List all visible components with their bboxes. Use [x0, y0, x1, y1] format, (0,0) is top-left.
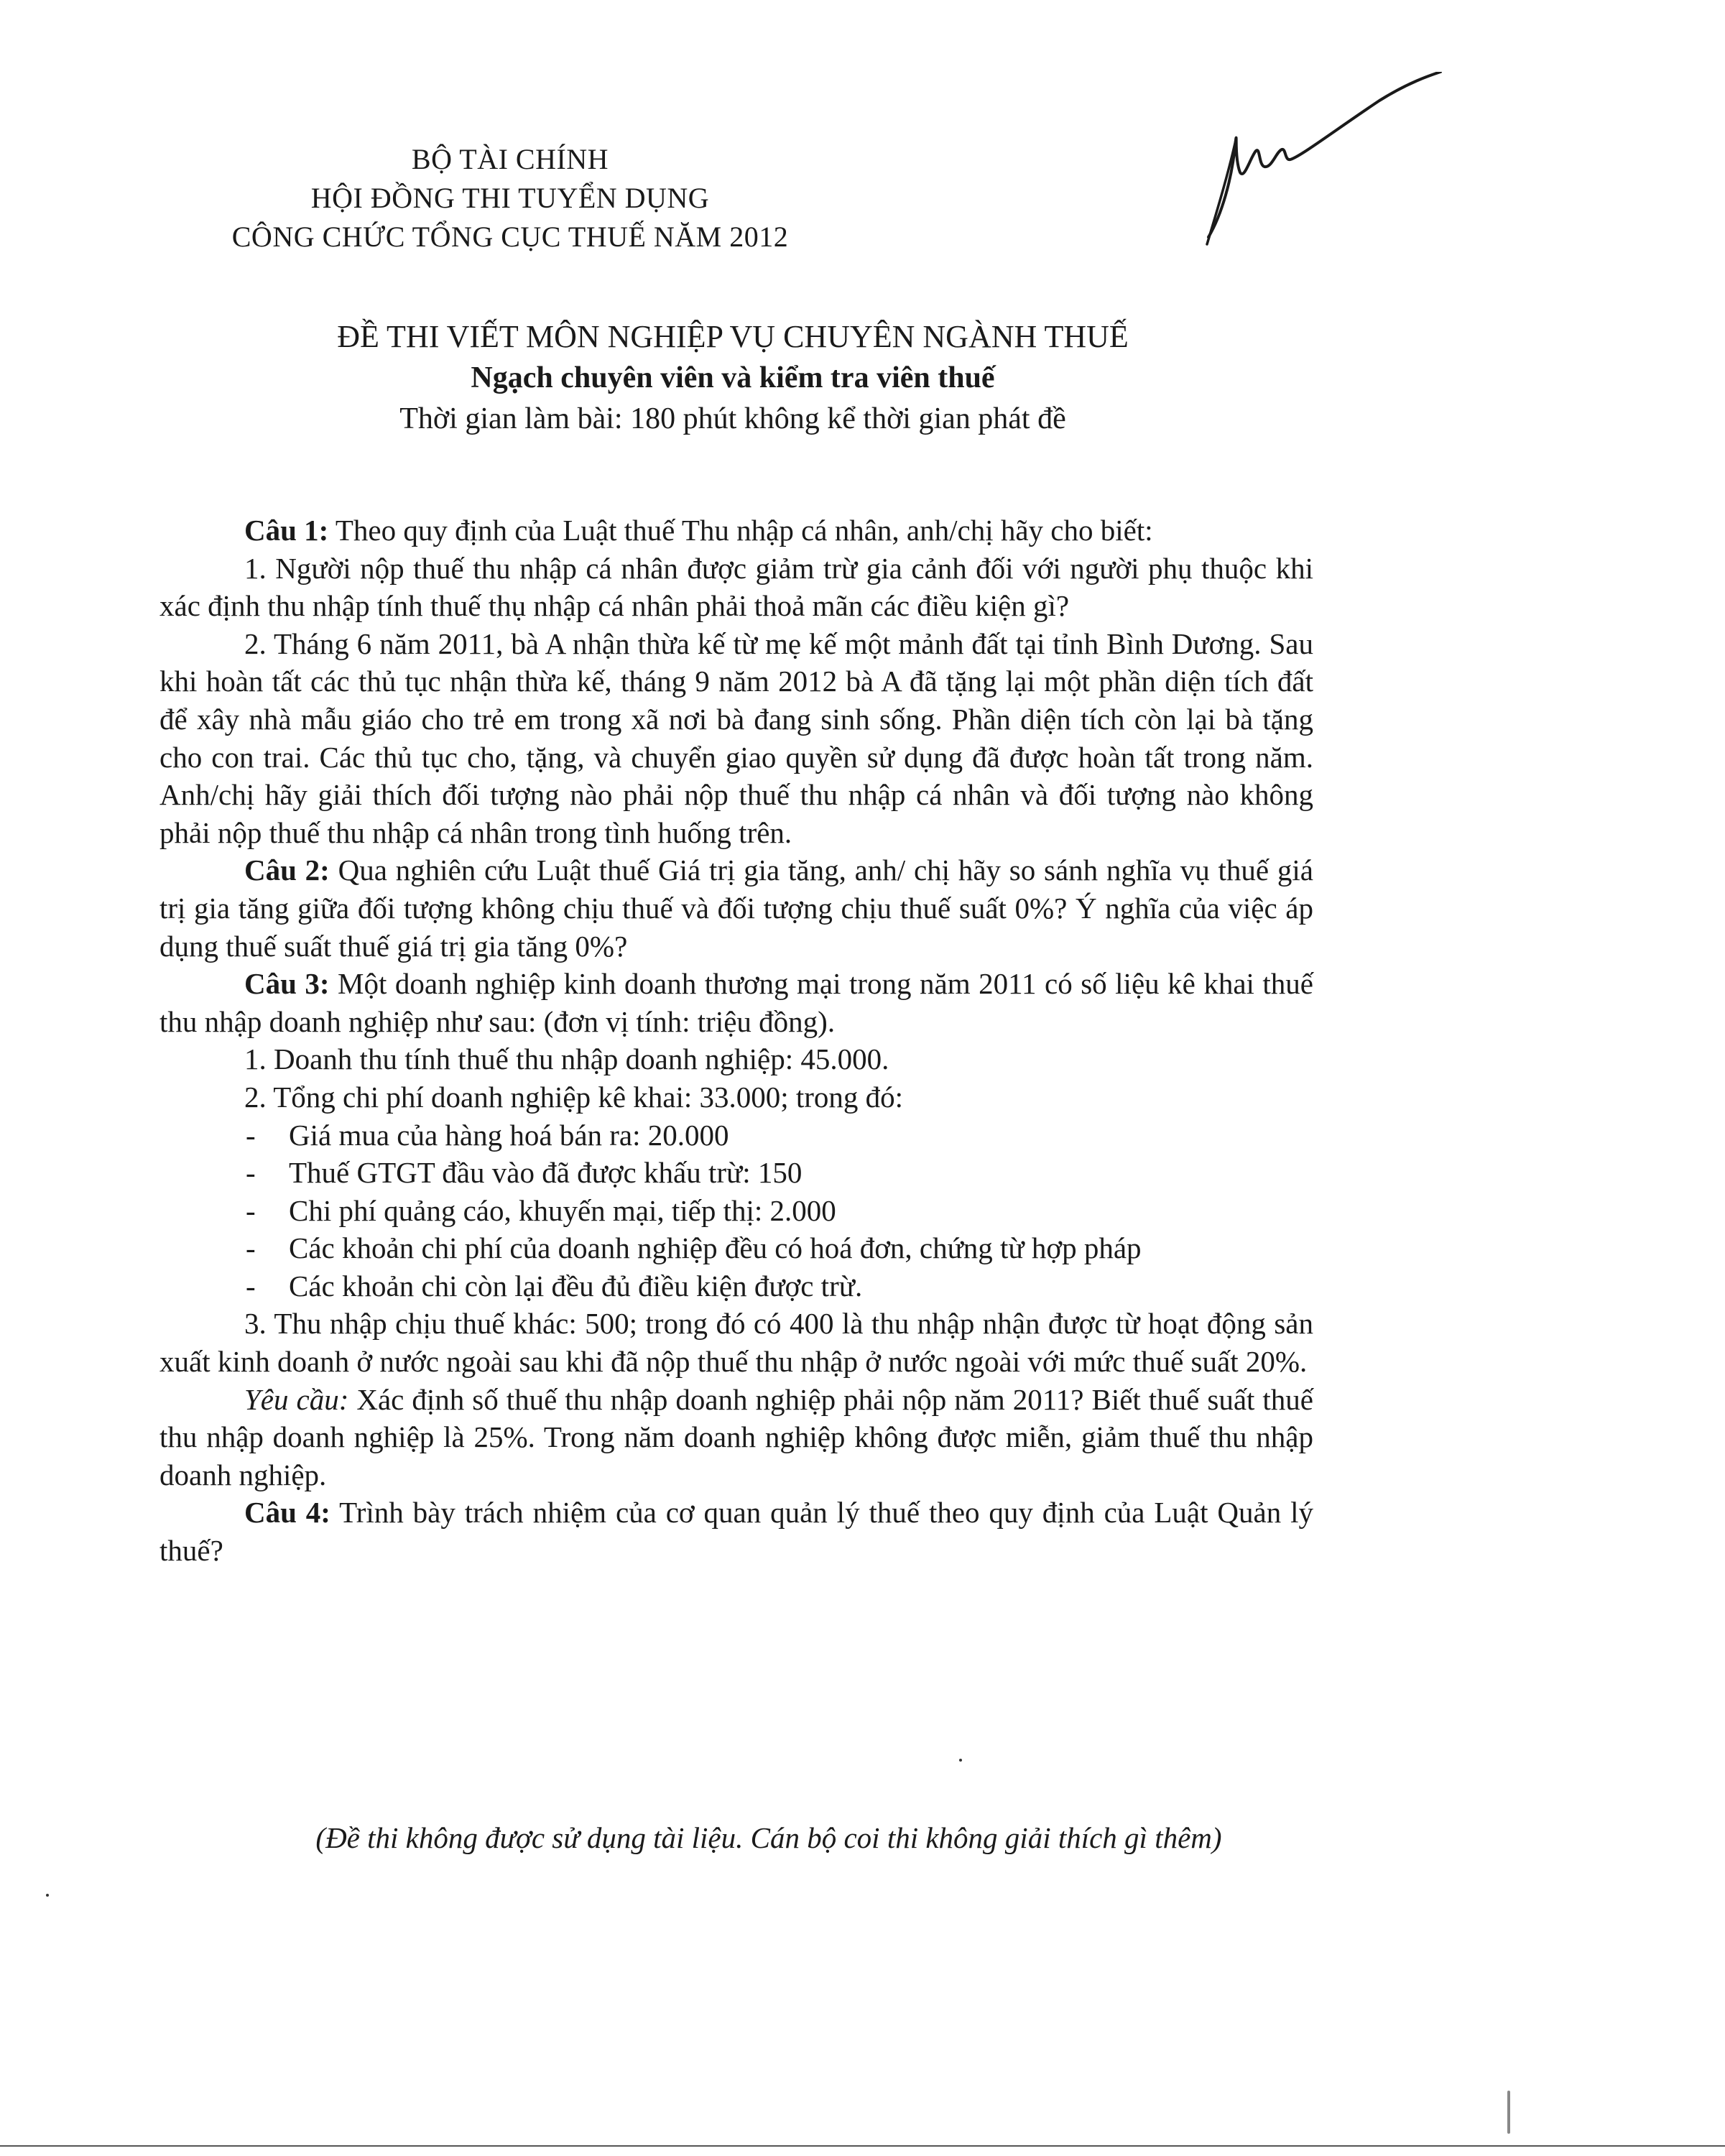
question-4 [159, 1494, 1313, 1569]
question-1-label: Câu 1: [244, 514, 329, 547]
question-2-label: Câu 2: [244, 853, 330, 887]
question-3-text: Một doanh nghiệp kinh doanh thương mại trong năm 2011 có số liệu kê khai thuế thu nhập doanh nghiệp như sau: (đơn vị tính: triệu đồng). [159, 967, 1313, 1038]
exam-duration: Thời gian làm bài: 180 phút không kể thời gian phát đề [399, 402, 1066, 435]
exam-subtitle: Ngạch chuyên viên và kiểm tra viên thuế [471, 361, 995, 394]
recruitment-title: CÔNG CHỨC TỔNG CỤC THUẾ NĂM 2012 [231, 221, 789, 253]
requirement-text: Xác định số thuế thu nhập doanh nghiệp phải nộp năm 2011? Biết thuế suất thuế thu nhập doanh nghiệp là 25%. Trong năm doanh nghiệp không được miễn, giảm thuế thu nhập doanh nghiệp. [159, 1382, 1314, 1491]
list-item: - Chi phí quảng cáo, khuyến mại, tiếp thị: 2.000 [246, 1192, 1313, 1230]
scan-speck [1507, 2091, 1510, 2134]
question-1-item-1: 1. Người nộp thuế thu nhập cá nhân được giảm trừ gia cảnh đối với người phụ thuộc khi xác định thu nhập tính thuế thụ nhập cá nhân phải thoả mãn các điều kiện gì? [159, 551, 1313, 623]
cost-breakdown-list [159, 1116, 1313, 1305]
issuer-header [201, 140, 819, 256]
handwritten-signature [1193, 72, 1466, 259]
question-3-item-2: 2. Tổng chi phí doanh nghiệp kê khai: 33.000; trong đó: [244, 1080, 904, 1114]
question-3-label: Câu 3: [244, 967, 330, 1001]
list-item: - Các khoản chi còn lại đều đủ điều kiện được trừ. [246, 1267, 1313, 1305]
list-item: - Thuế GTGT đầu vào đã được khấu trừ: 150 [246, 1154, 1313, 1192]
exam-body [159, 512, 1313, 1570]
exam-title-block [216, 316, 1250, 440]
question-3-intro [159, 965, 1313, 1040]
scan-bottom-edge [0, 2145, 1725, 2147]
question-4-label: Câu 4: [244, 1496, 330, 1530]
scan-speck [959, 1759, 962, 1762]
scan-speck [46, 1894, 49, 1897]
exam-title: ĐỀ THI VIẾT MÔN NGHIỆP VỤ CHUYÊN NGÀNH THUẾ [337, 319, 1129, 354]
question-1-item-2: 2. Tháng 6 năm 2011, bà A nhận thừa kế từ mẹ kế một mảnh đất tại tỉnh Bình Dương. Sau khi hoàn tất các thủ tục nhận thừa kế, tháng 9 năm 2012 bà A đã tặng lại một phần diện tích đất để xây nhà mẫu giáo cho trẻ em trong xã nơi bà đang sinh sống. Phần diện tích còn lại bà tặng cho con trai. Các thủ tục cho, tặng, và chuyển giao quyền sử dụng đã được hoàn tất trong năm. Anh/chị hãy giải thích đối tượng nào phải nộp thuế thu nhập cá nhân và đối tượng nào không phải nộp thuế thu nhập cá nhân trong tình huống trên. [159, 626, 1313, 849]
council-name: HỘI ĐỒNG THI TUYỂN DỤNG [310, 182, 710, 214]
question-1-text: Theo quy định của Luật thuế Thu nhập cá nhân, anh/chị hãy cho biết: [328, 514, 1153, 547]
question-4-text: Trình bày trách nhiệm của cơ quan quản lý thuế theo quy định của Luật Quản lý thuế? [159, 1496, 1313, 1568]
question-1-intro [159, 512, 1313, 550]
question-3-requirement [159, 1381, 1313, 1494]
question-2 [159, 851, 1313, 965]
requirement-label: Yêu cầu: [244, 1382, 349, 1416]
list-item: - Các khoản chi phí của doanh nghiệp đều có hoá đơn, chứng từ hợp pháp [246, 1229, 1313, 1267]
ministry-name: BỘ TÀI CHÍNH [411, 143, 609, 175]
question-3-item-3: 3. Thu nhập chịu thuế khác: 500; trong đó có 400 là thu nhập nhận được từ hoạt động sản xuất kinh doanh ở nước ngoài sau khi đã nộp thuế thu nhập ở nước ngoài với mức thuế suất 20%. [159, 1307, 1313, 1379]
question-3-item-1: 1. Doanh thu tính thuế thu nhập doanh nghiệp: 45.000. [244, 1042, 889, 1076]
question-2-text: Qua nghiên cứu Luật thuế Giá trị gia tăng, anh/ chị hãy so sánh nghĩa vụ thuế giá trị gia tăng giữa đối tượng không chịu thuế và đối tượng chịu thuế suất 0%? Ý nghĩa của việc áp dụng thuế suất thuế giá trị gia tăng 0%? [159, 853, 1313, 963]
list-item: - Giá mua của hàng hoá bán ra: 20.000 [246, 1116, 1313, 1155]
exam-footer-note: (Đề thi không được sử dụng tài liệu. Cán bộ coi thi không giải thích gì thêm) [315, 1821, 1222, 1854]
